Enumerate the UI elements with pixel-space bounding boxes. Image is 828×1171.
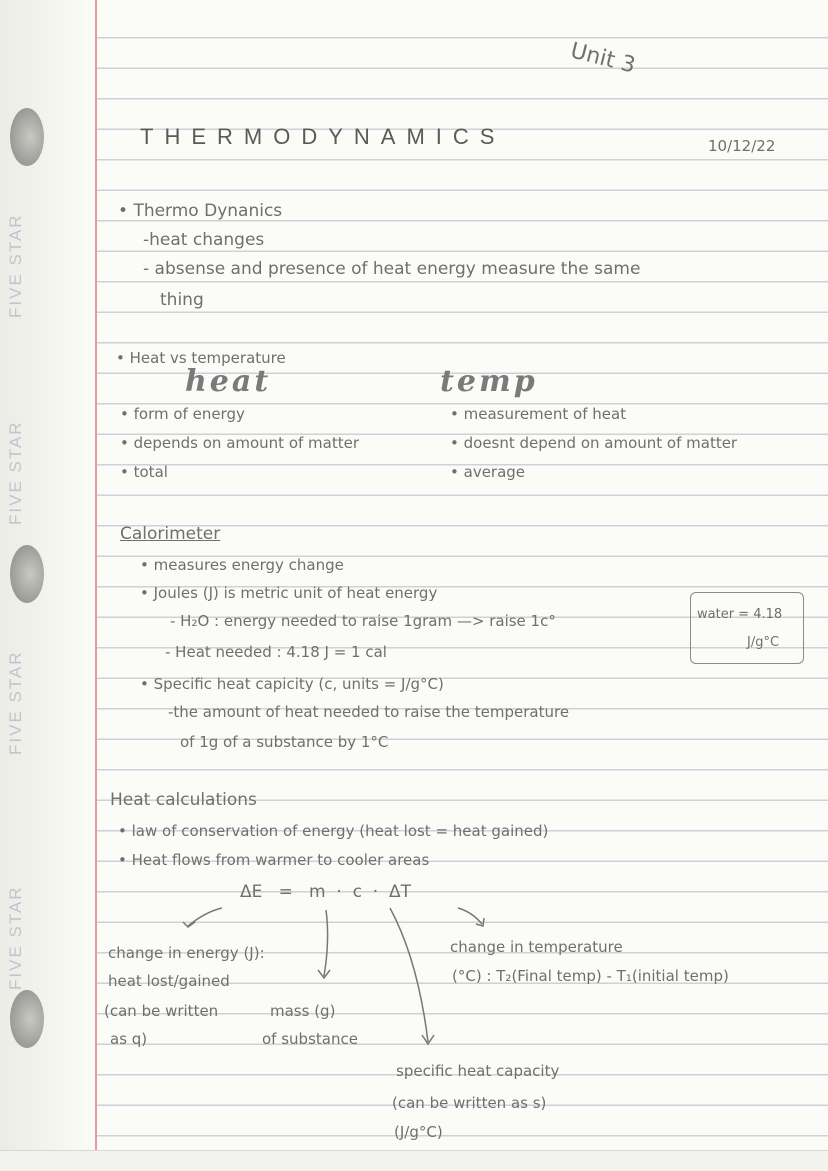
energy-label: as q)	[110, 1030, 148, 1048]
energy-label: (can be written	[104, 1002, 219, 1020]
arrow-temp	[458, 908, 482, 924]
temp-point: • average	[450, 463, 525, 481]
heat-point: • depends on amount of matter	[120, 434, 359, 452]
intro-line: - absense and presence of heat energy measure the same	[143, 259, 641, 279]
calorimeter-line: • measures energy change	[140, 556, 344, 574]
shc-label: (can be written as s)	[392, 1094, 547, 1112]
shc-label: specific heat capacity	[396, 1062, 560, 1080]
arrow-mass	[324, 910, 328, 976]
temp-change-label: change in temperature	[450, 938, 623, 956]
mass-label: mass (g)	[270, 1002, 336, 1020]
water-constant-unit: J/g°C	[747, 635, 780, 650]
mass-label: of substance	[262, 1030, 358, 1048]
heat-calc-heading: Heat calculations	[110, 790, 257, 810]
water-constant-value: water = 4.18	[697, 607, 783, 622]
calorimeter-line: • Specific heat capicity (c, units = J/g°C)	[140, 675, 444, 693]
energy-label: change in energy (J):	[108, 944, 265, 962]
heat-formula: ΔE = m · c · ΔT	[240, 882, 411, 902]
energy-label: heat lost/gained	[108, 972, 230, 990]
calorimeter-heading: Calorimeter	[120, 524, 221, 544]
calorimeter-line: - Heat needed : 4.18 J = 1 cal	[165, 643, 387, 661]
intro-heading: • Thermo Dynanics	[118, 201, 282, 221]
shc-label: (J/g°C)	[394, 1123, 443, 1141]
temp-point: • measurement of heat	[450, 405, 626, 423]
calorimeter-line: - H₂O : energy needed to raise 1gram —> raise 1c°	[170, 612, 556, 630]
intro-line: -heat changes	[143, 230, 265, 250]
heat-calc-point: • law of conservation of energy (heat lost = heat gained)	[118, 822, 548, 840]
heat-calc-point: • Heat flows from warmer to cooler areas	[118, 851, 429, 869]
heat-point: • form of energy	[120, 405, 245, 423]
heat-point: • total	[120, 463, 168, 481]
calorimeter-line: -the amount of heat needed to raise the temperature	[168, 703, 570, 721]
page-bottom-edge	[0, 1150, 828, 1171]
temp-point: • doesnt depend on amount of matter	[450, 434, 737, 452]
intro-line: thing	[160, 290, 204, 310]
unit-label: Unit 3	[567, 38, 638, 79]
page-date: 10/12/22	[708, 137, 776, 155]
page-title: THERMODYNAMICS	[140, 124, 506, 149]
temp-column-title: temp	[440, 364, 538, 399]
calorimeter-line: • Joules (J) is metric unit of heat energy	[140, 584, 437, 602]
temp-change-label: (°C) : T₂(Final temp) - T₁(initial temp)	[452, 967, 729, 985]
calorimeter-line: of 1g of a substance by 1°C	[180, 733, 389, 751]
heat-vs-temp-heading: • Heat vs temperature	[116, 349, 286, 367]
arrow-shc	[390, 908, 428, 1042]
heat-column-title: heat	[185, 364, 272, 399]
